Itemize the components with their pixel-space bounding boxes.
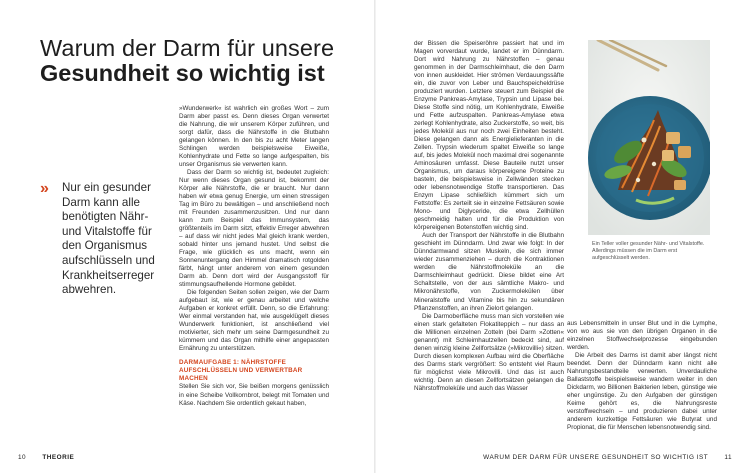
pull-quote bbox=[40, 181, 170, 298]
paragraph: Die Arbeit des Darms ist damit aber längst nicht beendet. Denn der Dünndarm kann nicht alle Nahrungsbestandteile verwerten. Unverdauliche Ballaststoffe beispielsweise wandern weiter in den Dickdarm, wo Billionen Bakterien leben, günstige wie eher ungünstige. Zu den Aufgaben der günstigen Keime gehört es, die Nahrungsreste verstoffwechseln – und produzieren dabei unter anderem kurzkettige Fettsäuren wie Butyrat und Propionat, die für Menschen lebensnotwendig sind. bbox=[567, 352, 717, 432]
photo-caption: Ein Teller voller gesunder Nähr- und Vitalstoffe. Allerdings müssen die im Darm erst aufgeschlüsselt werden. bbox=[592, 241, 705, 261]
paragraph: Auch der Transport der Nährstoffe in die Blutbahn geschieht im Dünndarm. Und zwar wie folgt: In der Dünndarmwand sitzen Muskeln, die sich immer wieder zusammenziehen – durch die Kontraktionen werden die Nährstoffmoleküle an die Darmschleimhaut gedrückt. Diese bildet eine Art Schaltstelle, von der aus sämtliche Makro- und Mikronährstoffe, von Zuckermolekülen über Mineralstoffe und Vitamine bis hin zu sekundären Pflanzenstoffen, an ihren Zielort gelangen. bbox=[414, 232, 564, 312]
paragraph: Dass der Darm so wichtig ist, bedeutet zugleich: Nur wenn dieses Organ gesund ist, bekommt der Körper alle Nährstoffe, die er braucht. Nur dann haben wir etwa genug Energie, um einen stressigen Tag im Büro zu bewältigen – und anschließend noch mit Freunden zusammenzusitzen. Und nur dann kann zum Beispiel das Immunsystem, das größtenteils im Darm sitzt, effektiv Erreger abwehren – auf dass wir nicht jedes Mal gleich krank werden, sobald hinter uns jemand hustet. Und selbst die Frage, wie glücklich es uns macht, wenn ein Sonnenuntergang den Himmel dramatisch rotgolden färbt, hängt unter anderem von einem gesunden Darm ab. Denn dort wird der Ausgangsstoff für stimmungsaufhellende Hormone gebildet. bbox=[179, 169, 329, 289]
paragraph: Die Darmoberfläche muss man sich vorstellen wie einen stark gefalteten Flokatiteppich – nur dass an die Millionen einzelnen Zotteln (bei Darm »Zotten« genannt) mit Schleimhautzellen bedeckt sind, auf denen winzig kleine Zellfortsätze (»Mikrovilli«) sitzen. Durch diesen komplexen Aufbau wird die Oberfläche des Darms stark vergrößert: So entsteht viel Raum für möglichst viele Mikrovilli. Und das ist auch wichtig. Denn an diesen Zellfortsätzen gelangen die Nährstoffmoleküle und auch das Wasser bbox=[414, 312, 564, 392]
title-line-1: Warum der Darm für unsere bbox=[40, 35, 335, 61]
running-title: WARUM DER DARM FÜR UNSERE GESUNDHEIT SO WICHTIG IST bbox=[483, 454, 709, 461]
paragraph: Die folgenden Seiten sollen zeigen, wie der Darm aufgebaut ist, wie er genau arbeitet und welche Aufgaben er konkret erfüllt. Denn, so die Erfahrung: Wer einmal verstanden hat, wie ausgeklügelt dieses Wunderwerk funktioniert, ist anschließend viel motivierter, sich mehr um seine Darmgesundheit zu kümmern und das Organ mithilfe einer angepassten Ernährung zu unterstützen. bbox=[179, 289, 329, 353]
text-column-1 bbox=[179, 105, 329, 408]
text-column-2 bbox=[414, 40, 564, 393]
section-label: THEORIE bbox=[42, 454, 75, 461]
paragraph: »Wunderwerk« ist wahrlich ein großes Wort – zum Darm aber passt es. Denn dieses Organ verwertet die Nahrung, die wir unserem Körper zuführen, und sorgt dafür, dass die Nährstoffe in die Blutbahn gelangen können. In den bis zu acht Meter langen Schlingen werden beispielsweise Eiweiße, Kohlenhydrate und Fette so lange aufgespalten, bis unser Organismus sie verwerten kann. bbox=[179, 105, 329, 169]
paragraph: Stellen Sie sich vor, Sie beißen morgens genüsslich in eine Scheibe Vollkornbrot, belegt mit Tomaten und Käse. Nachdem Sie ordentlich gekaut haben, bbox=[179, 383, 329, 407]
page-number-right: 11 bbox=[724, 454, 732, 461]
noodle-bowl-image bbox=[588, 40, 710, 235]
page-gutter bbox=[374, 0, 376, 473]
footer-left bbox=[18, 454, 74, 462]
pull-quote-text: Nur ein gesunder Darm kann alle benötigten Nähr- und Vitalstoffe für den Organismus aufschlüsseln und Krankheitserreger abwehren. bbox=[62, 181, 155, 297]
paragraph: aus Lebensmitteln in unser Blut und in die Lymphe, von wo aus sie von den übrigen Organen in die einzelnen Stoffwechselprozesse eingebunden werden. bbox=[567, 320, 717, 352]
text-column-3 bbox=[567, 320, 717, 432]
footer-right bbox=[483, 454, 732, 462]
food-photo bbox=[588, 40, 710, 235]
paragraph: der Bissen die Speiseröhre passiert hat und im Magen vorverdaut wurde, landet er im Dünndarm. Dort wird Nahrung zu Nährstoffen – genau genommen in der Darmschleimhaut, die den Darm von innen auskleidet. Hier strömen Verdauungssäfte ein, die zuvor von Leber und Bauchspeicheldrüse produziert wurden. Letztere steuert zum Beispiel die Enzyme Pankreas-Amylase, Trypsin und Lipase bei. Diese Stoffe sind nötig, um Kohlenhydrate, Eiweiße und Fette aufzuspalten. Pankreas-Amylase etwa zerlegt Kohlenhydrate, also Zuckerstoffe, so weit, bis jedes Molekül aus nur noch zwei Einheiten besteht. Diese gelangen dann als Energielieferanten in die Zellen. Trypsin wiederum spaltet Eiweiße so lange auf, bis jedes Molekül noch maximal drei sogenannte Aminosäuren umfasst. Diese Bauteile nutzt unser Organismus, um daraus körpereigene Proteine zu basteln, die beispielsweise in Zellwänden stecken oder lebensnotwendige Stoffe transportieren. Das Enzym Lipase schließlich kümmert sich um Fettstoffe: Es zerteilt sie in einzelne Fettsäuren sowie Mono- und Diglyceride, die etwa Zellhüllen geschmeidig halten und für die Produktion von körpereigenen Botenstoffen wichtig sind. bbox=[414, 40, 564, 232]
page-title bbox=[40, 36, 334, 86]
section-heading: DARMAUFGABE 1: NÄHRSTOFFE AUFSCHLÜSSELN UND VERWERTBAR MACHEN bbox=[179, 359, 303, 383]
title-line-2: Gesundheit so wichtig ist bbox=[40, 60, 325, 86]
page-number-left: 10 bbox=[18, 454, 27, 461]
quote-mark-icon: » bbox=[40, 180, 49, 197]
